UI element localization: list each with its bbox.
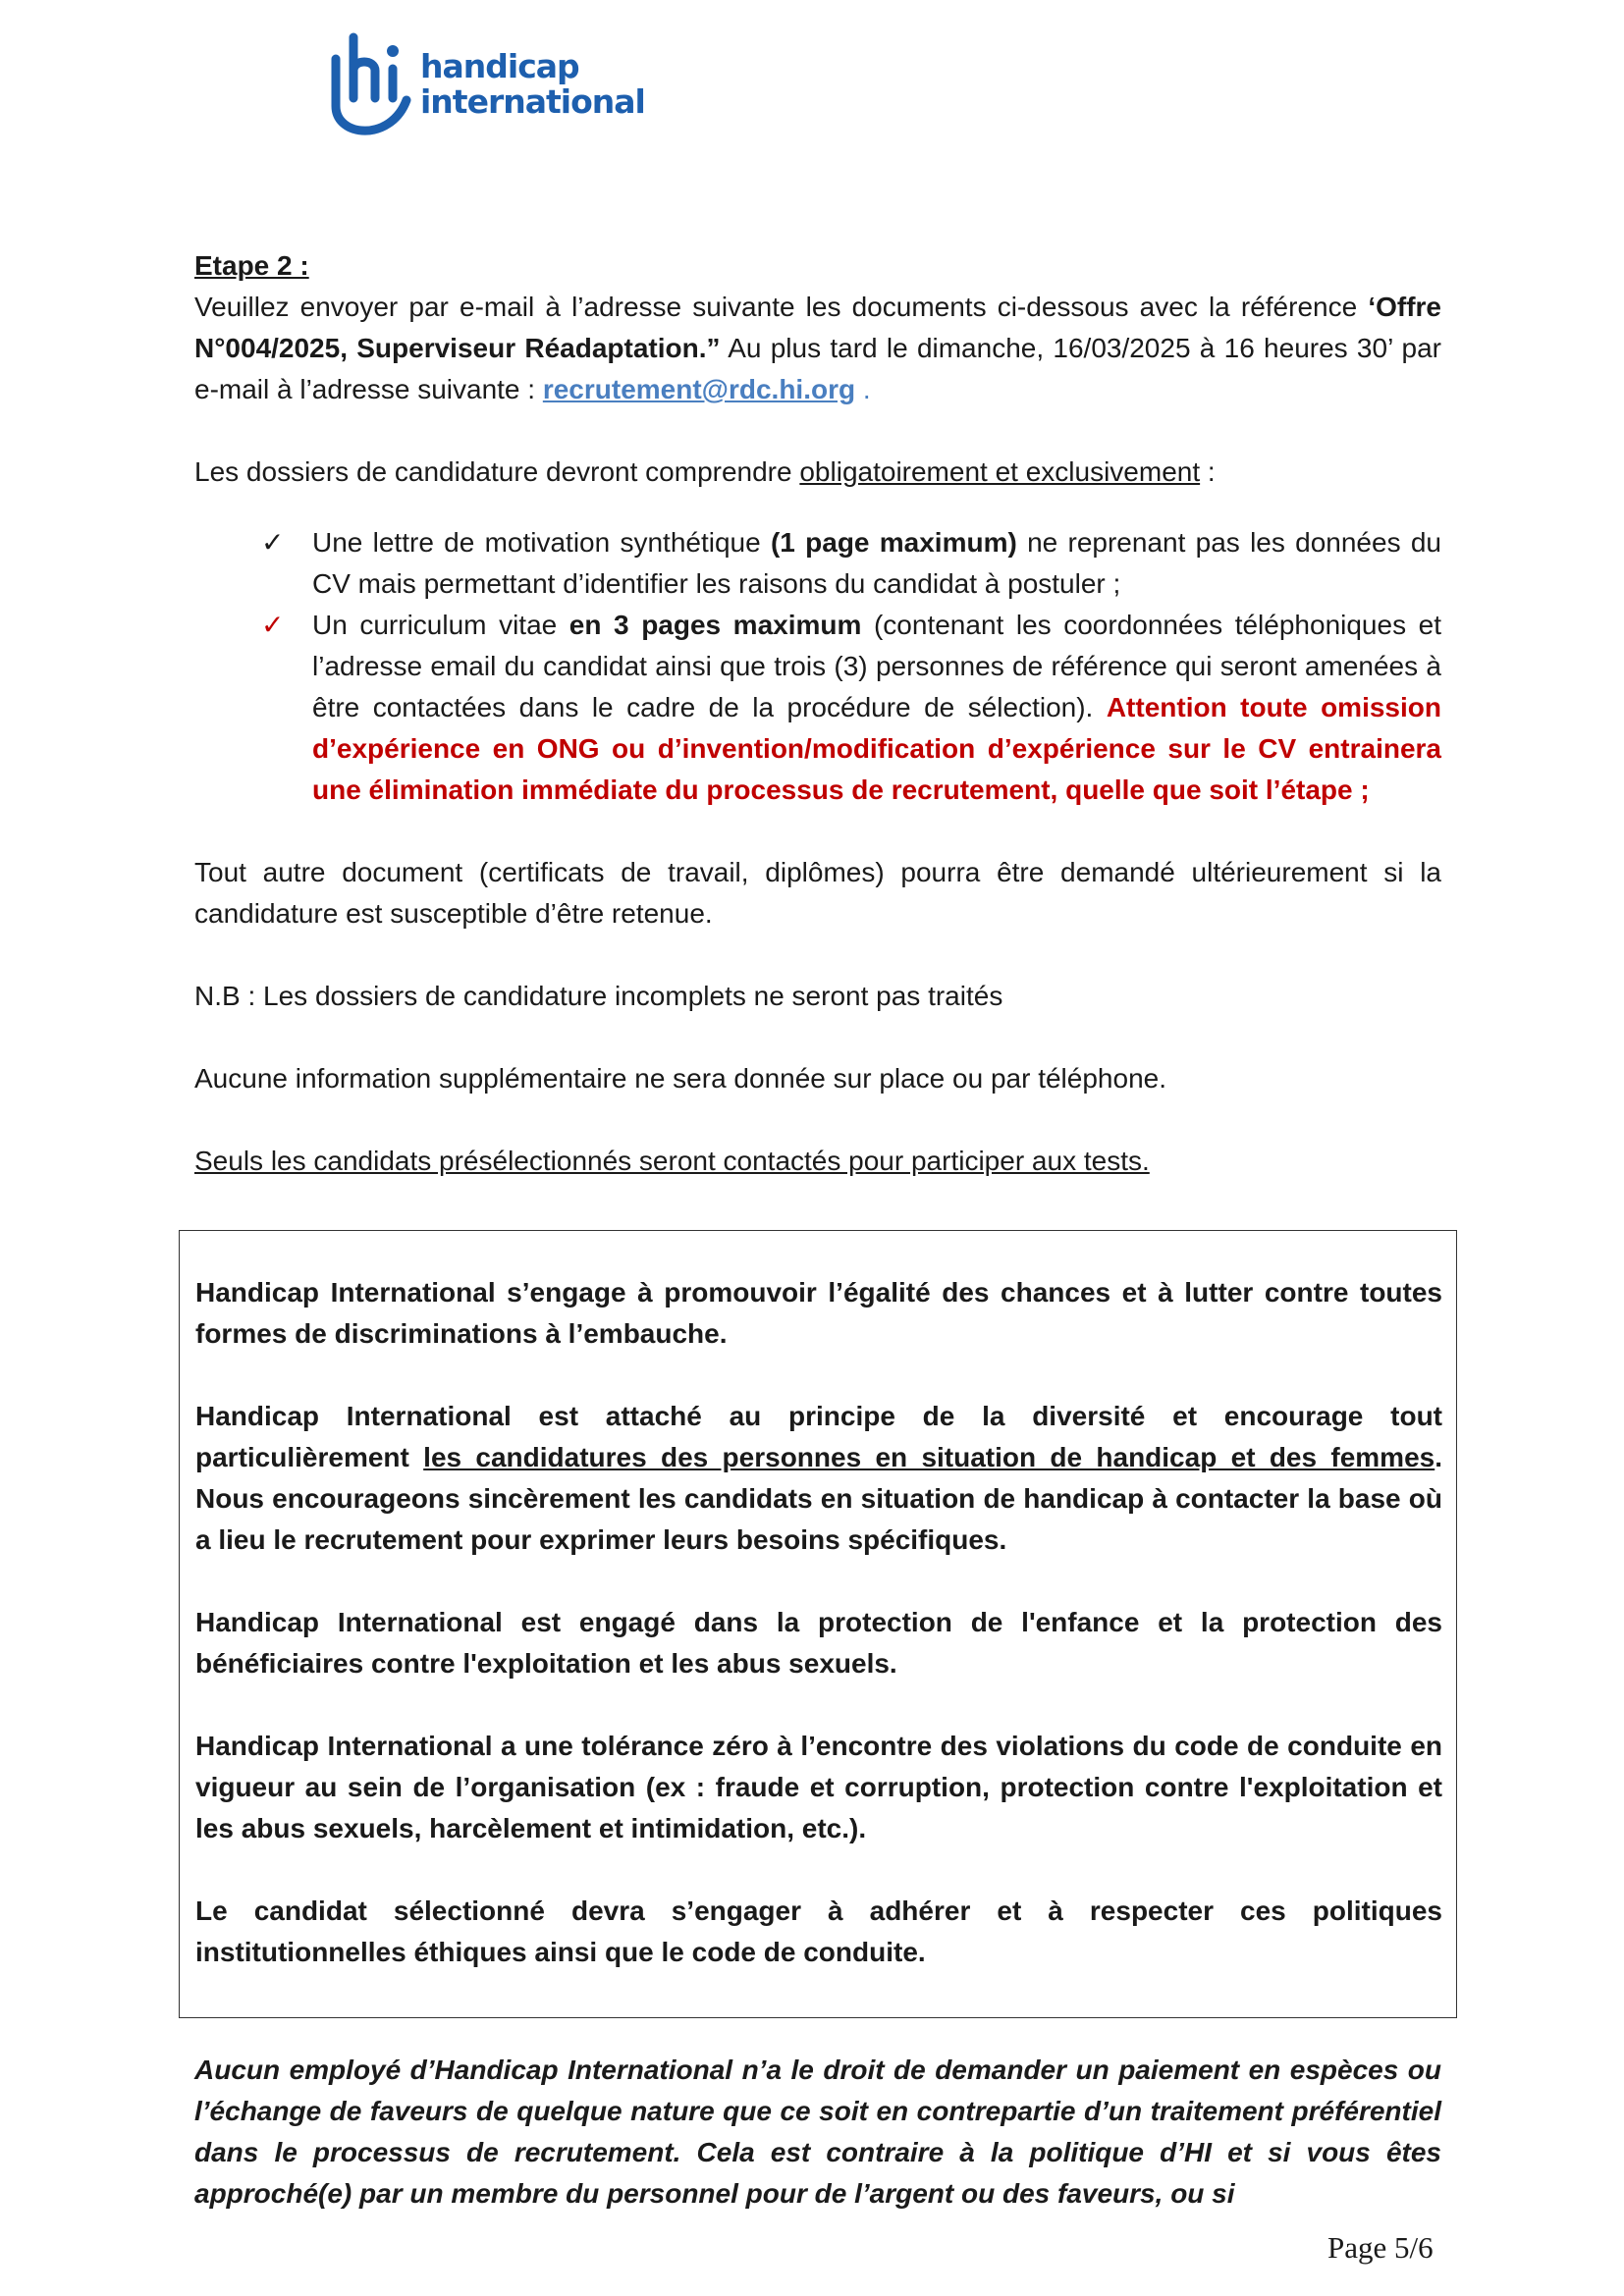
instructions-text-a: Veuillez envoyer par e-mail à l’adresse suivante les documents ci-dessous avec la référence bbox=[194, 292, 1369, 322]
requirements-intro-b: : bbox=[1200, 456, 1216, 487]
step-heading: Etape 2 : bbox=[194, 250, 309, 281]
anti-fraud-notice bbox=[194, 2050, 1441, 2215]
code-of-conduct-statement: Le candidat sélectionné devra s’engager à adhérer et à respecter ces politiques institutionnelles éthiques ainsi que le code de conduite. bbox=[195, 1896, 1442, 1967]
diversity-text-a: Handicap International est attaché au principe de la diversité et encourage tout particulièrement bbox=[195, 1401, 1442, 1472]
diversity-statement bbox=[195, 1396, 1442, 1561]
submission-instructions bbox=[194, 287, 1441, 410]
policy-box-content bbox=[195, 1272, 1442, 1973]
instructions-text-b: Au plus tard le dimanche, 16/03/2025 à 16 heures 30’ par e-mail à l’adresse suivante : bbox=[194, 333, 1441, 404]
incomplete-files-note: N.B : Les dossiers de candidature incomplets ne seront pas traités bbox=[194, 981, 1003, 1011]
handicap-international-logo bbox=[322, 29, 656, 152]
item2-bold: en 3 pages maximum bbox=[568, 610, 862, 640]
anti-fraud-text: Aucun employé d’Handicap International n’a le droit de demander un paiement en espèces ou l’échange de faveurs de quelque nature que ce soit en contrepartie d’un traitement préférentiel dans le processus de recrutement. Cela est contraire à la politique d’HI et si vous êtes approché(e) par un membre du personnel pour de l’argent ou des faveurs, ou si bbox=[194, 2055, 1441, 2209]
requirements-intro-underlined: obligatoirement et exclusivement bbox=[799, 456, 1201, 487]
shortlist-note: Seuls les candidats présélectionnés seront contactés pour participer aux tests. bbox=[194, 1146, 1150, 1176]
cv-warning: Attention toute omission d’expérience en ONG ou d’invention/modification d’expérience sur le CV entrainera une élimination immédiate du processus de recrutement, quelle que soit l’étape ; bbox=[312, 692, 1441, 805]
item1-bold: (1 page maximum) bbox=[770, 527, 1017, 558]
logo-wordmark bbox=[420, 49, 645, 120]
item2-text-c: (contenant les coordonnées téléphoniques et l’adresse email du candidat ainsi que trois (3) personnes de référence qui seront amenées à être contactées dans le cadre de la procédure de sélection). bbox=[312, 610, 1442, 722]
zero-tolerance-statement: Handicap International a une tolérance zéro à l’encontre des violations du code de conduite en vigueur au sein de l’organisation (ex : fraude et corruption, protection contre l'exploitation et les abus sexuels, harcèlement et intimidation, etc.). bbox=[195, 1731, 1442, 1843]
page-number: Page 5/6 bbox=[1327, 2230, 1434, 2265]
checkmark-icon: ✓ bbox=[261, 610, 285, 640]
checkmark-icon: ✓ bbox=[261, 527, 285, 558]
diversity-text-b: . Nous encourageons sincèrement les candidats en situation de handicap à contacter la base où a lieu le recrutement pour exprimer leurs besoins spécifiques. bbox=[195, 1442, 1442, 1555]
item1-text-a: Une lettre de motivation synthétique bbox=[312, 527, 771, 558]
recruitment-email-link[interactable]: recrutement@rdc.hi.org bbox=[542, 374, 856, 404]
requirements-intro bbox=[194, 452, 1441, 493]
diversity-underlined: les candidatures des personnes en situation de handicap et des femmes bbox=[423, 1442, 1435, 1472]
item2-text-a: Un curriculum vitae bbox=[312, 610, 569, 640]
page-content bbox=[194, 245, 1441, 1182]
list-item-cover-letter bbox=[194, 522, 1441, 605]
equal-opportunity-statement: Handicap International s’engage à promouvoir l’égalité des chances et à lutter contre toutes formes de discriminations à l’embauche. bbox=[195, 1277, 1442, 1349]
policy-box bbox=[179, 1230, 1457, 2018]
logo-line-1: handicap bbox=[420, 47, 579, 85]
offer-reference: ‘Offre N°004/2025, Superviseur Réadaptation.” bbox=[194, 292, 1441, 363]
requirements-intro-a: Les dossiers de candidature devront comprendre bbox=[194, 456, 800, 487]
list-item-cv bbox=[194, 605, 1441, 811]
no-information-note: Aucune information supplémentaire ne sera donnée sur place ou par téléphone. bbox=[194, 1063, 1166, 1094]
logo-line-2: international bbox=[420, 82, 645, 121]
other-documents-note: Tout autre document (certificats de travail, diplômes) pourra être demandé ultérieurement si la candidature est susceptible d’être retenue. bbox=[194, 857, 1441, 929]
requirements-list bbox=[194, 522, 1441, 811]
item1-text-c: ne reprenant pas les données du CV mais permettant d’identifier les raisons du candidat à postuler ; bbox=[312, 527, 1441, 599]
instructions-end: . bbox=[855, 374, 871, 404]
hi-hand-logo-icon bbox=[322, 29, 415, 152]
child-protection-statement: Handicap International est engagé dans la protection de l'enfance et la protection des bénéficiaires contre l'exploitation et les abus sexuels. bbox=[195, 1607, 1442, 1679]
